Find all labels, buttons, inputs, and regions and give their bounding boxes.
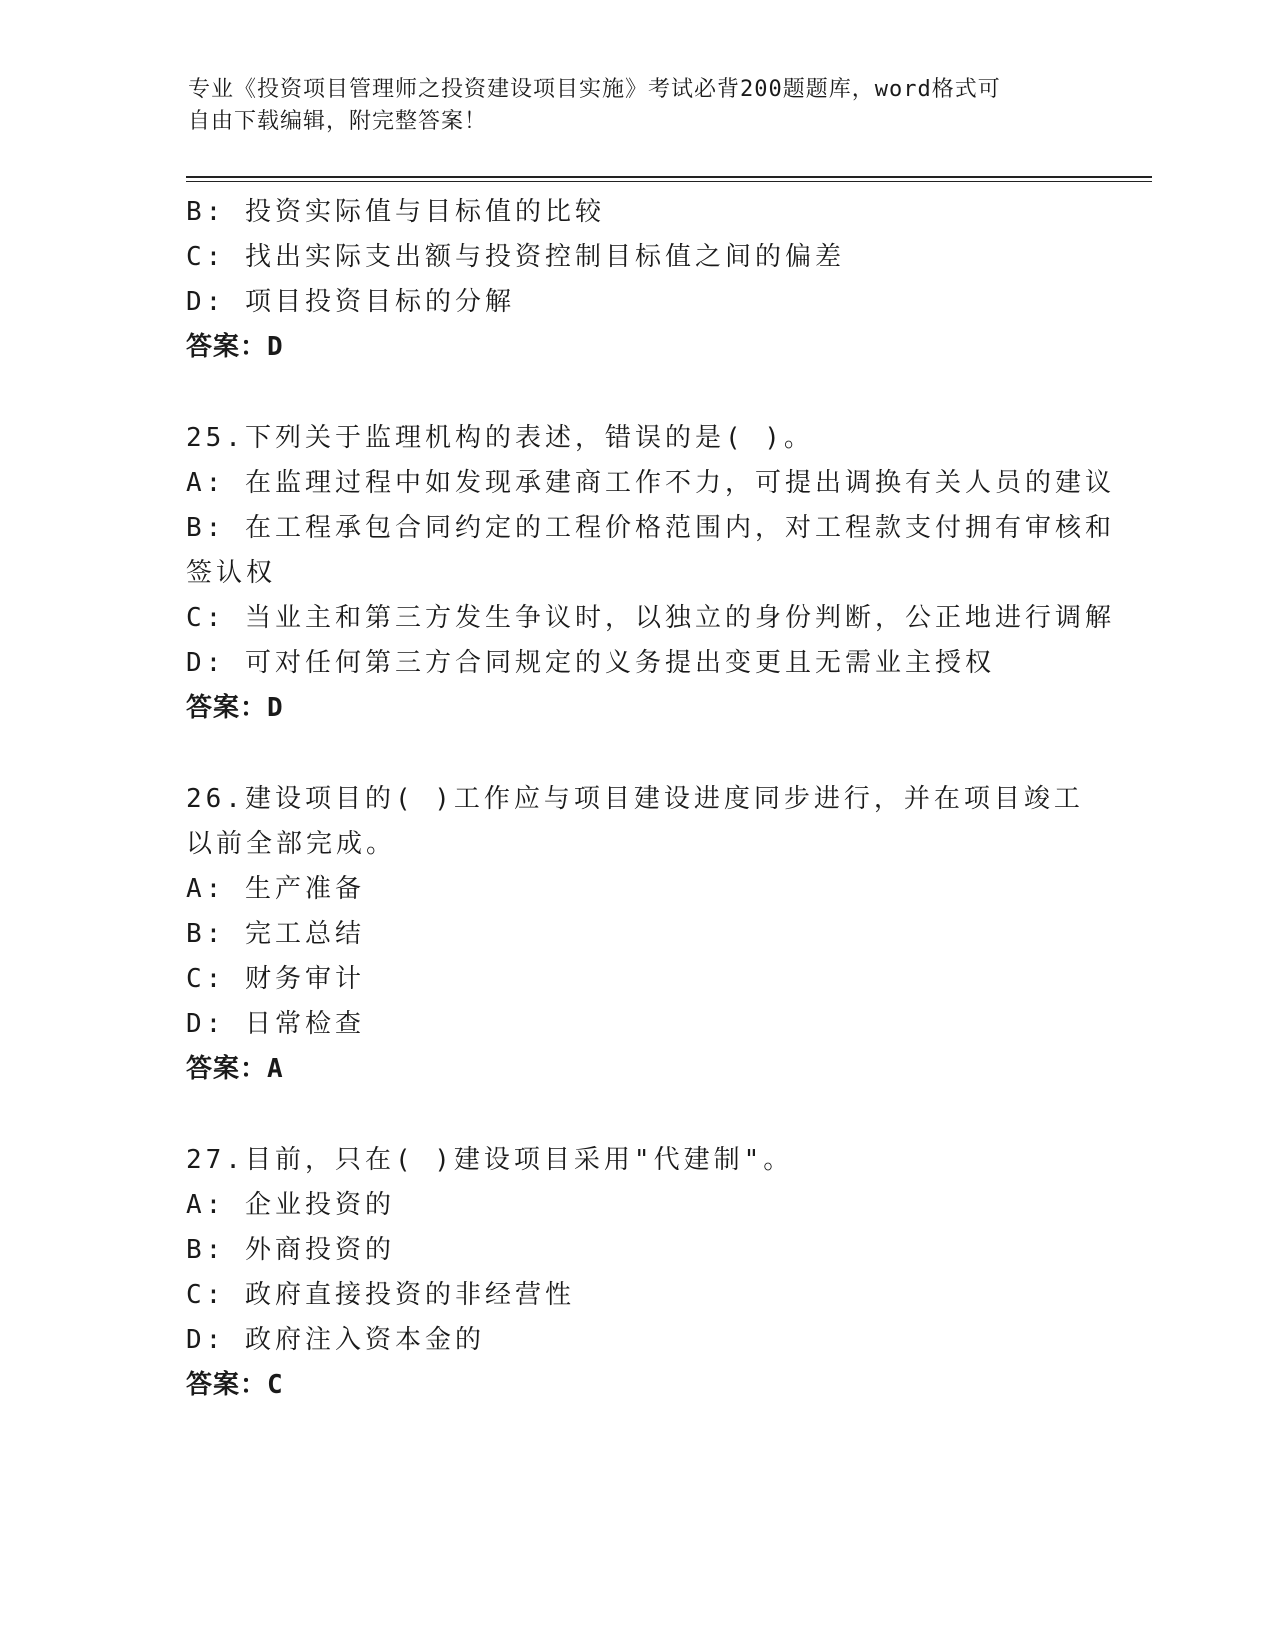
question-24-continued: [186, 190, 1086, 370]
answer: 答案：D: [186, 332, 284, 362]
option-b: B: 完工总结: [186, 919, 365, 949]
option-d: D: 政府注入资本金的: [186, 1325, 485, 1355]
option-c: C: 政府直接投资的非经营性: [186, 1280, 575, 1310]
option-a: A: 企业投资的: [186, 1190, 395, 1220]
header-divider-thin: [186, 181, 1152, 182]
question-27: [186, 1138, 1086, 1408]
question-stem-continued: 以前全部完成。: [186, 829, 397, 859]
answer: 答案：A: [186, 1054, 284, 1084]
header-line-2: 自由下载编辑，附完整答案！: [188, 109, 488, 134]
option-b: B: 投资实际值与目标值的比较: [186, 197, 605, 227]
option-b: B: 外商投资的: [186, 1235, 395, 1265]
document-header: [188, 74, 1068, 138]
header-line-1: 专业《投资项目管理师之投资建设项目实施》考试必背200题题库，word格式可: [188, 77, 1001, 102]
question-content: [186, 190, 1115, 1408]
spacer: [186, 370, 1086, 416]
option-c: C: 找出实际支出额与投资控制目标值之间的偏差: [186, 242, 845, 272]
question-stem: 25.下列关于监理机构的表述，错误的是( )。: [186, 423, 814, 453]
question-stem: 26.建设项目的( )工作应与项目建设进度同步进行，并在项目竣工: [186, 784, 1084, 814]
answer: 答案：C: [186, 1370, 284, 1400]
option-d: D: 项目投资目标的分解: [186, 287, 515, 317]
header-divider-thick: [186, 176, 1152, 178]
option-d: D: 日常检查: [186, 1009, 365, 1039]
question-26: [186, 777, 1086, 1092]
question-stem: 27.目前，只在( )建设项目采用"代建制"。: [186, 1145, 794, 1175]
option-b: B: 在工程承包合同约定的工程价格范围内，对工程款支付拥有审核和: [186, 513, 1115, 543]
spacer: [186, 1092, 1086, 1138]
option-c: C: 财务审计: [186, 964, 365, 994]
answer: 答案：D: [186, 693, 284, 723]
option-c: C: 当业主和第三方发生争议时，以独立的身份判断，公正地进行调解: [186, 603, 1115, 633]
option-a: A: 在监理过程中如发现承建商工作不力，可提出调换有关人员的建议: [186, 468, 1115, 498]
option-d: D: 可对任何第三方合同规定的义务提出变更且无需业主授权: [186, 648, 995, 678]
question-25: [186, 416, 1115, 731]
spacer: [186, 731, 1086, 777]
option-a: A: 生产准备: [186, 874, 365, 904]
option-b-continued: 签认权: [186, 558, 277, 588]
